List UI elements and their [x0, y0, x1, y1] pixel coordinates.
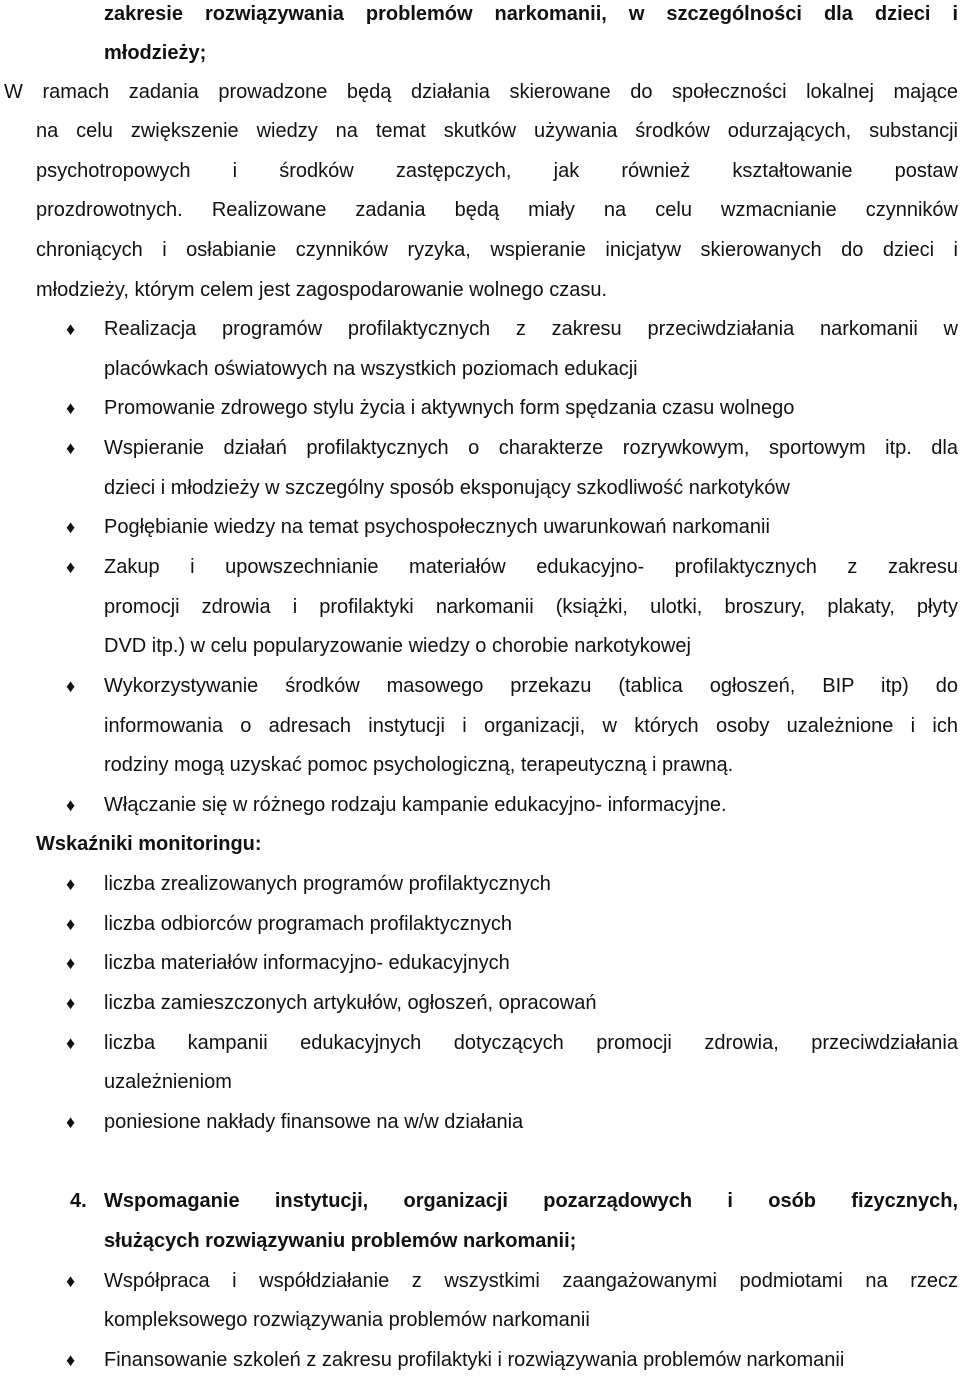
list-item-line: liczba zamieszczonych artykułów, ogłoszeń, opracowań: [104, 992, 597, 1014]
list-item-line: DVD itp.) w celu popularyzowanie wiedzy o chorobie narkotykowej: [104, 635, 691, 657]
paragraph-line: prozdrowotnych. Realizowane zadania będą miały na celu wzmacnianie czynników: [36, 199, 958, 221]
bullet-icon: ♦: [66, 1350, 76, 1370]
list-item-line: liczba kampanii edukacyjnych dotyczących promocji zdrowia, przeciwdziałania: [104, 1032, 958, 1054]
list-item-line: rodziny mogą uzyskać pomoc psychologiczną, terapeutyczną i prawną.: [104, 754, 734, 776]
section-heading-line: Wspomaganie instytucji, organizacji pozarządowych i osób fizycznych,: [104, 1190, 958, 1212]
bullet-icon: ♦: [66, 1112, 76, 1132]
bullet-icon: ♦: [66, 438, 76, 458]
list-item-line: Zakup i upowszechnianie materiałów edukacyjno- profilaktycznych z zakresu: [104, 556, 958, 578]
bullet-icon: ♦: [66, 953, 76, 973]
paragraph-line: młodzieży, którym celem jest zagospodarowanie wolnego czasu.: [36, 279, 608, 301]
bullet-icon: ♦: [66, 795, 76, 815]
bullet-icon: ♦: [66, 398, 76, 418]
list-item-line: uzależnieniom: [104, 1071, 232, 1093]
paragraph-line: chroniących i osłabianie czynników ryzyka, wspieranie inicjatyw skierowanych do dzieci i: [36, 239, 958, 261]
paragraph-line: W ramach zadania prowadzone będą działania skierowane do społeczności lokalnej mające: [4, 81, 958, 103]
section-heading-line: służących rozwiązywaniu problemów narkomanii;: [104, 1230, 577, 1252]
bullet-icon: ♦: [66, 319, 76, 339]
list-item-line: placówkach oświatowych na wszystkich poziomach edukacji: [104, 358, 638, 380]
list-item-line: promocji zdrowia i profilaktyki narkomanii (książki, ulotki, broszury, plakaty, płyty: [104, 596, 958, 618]
indicators-heading: Wskaźniki monitoringu:: [36, 833, 262, 855]
list-item-line: liczba materiałów informacyjno- edukacyjnych: [104, 952, 510, 974]
bullet-icon: ♦: [66, 517, 76, 537]
list-item-line: Finansowanie szkoleń z zakresu profilaktyki i rozwiązywania problemów narkomanii: [104, 1349, 845, 1371]
bullet-icon: ♦: [66, 993, 76, 1013]
paragraph-line: psychotropowych i środków zastępczych, jak również kształtowanie postaw: [36, 160, 958, 182]
paragraph-line: na celu zwiększenie wiedzy na temat skutków używania środków odurzających, substancji: [36, 120, 958, 142]
bullet-icon: ♦: [66, 1033, 76, 1053]
list-item-line: Współpraca i współdziałanie z wszystkimi zaangażowanymi podmiotami na rzecz: [104, 1270, 958, 1292]
bullet-icon: ♦: [66, 676, 76, 696]
bullet-icon: ♦: [66, 1271, 76, 1291]
list-item-line: liczba odbiorców programach profilaktycznych: [104, 913, 512, 935]
list-item-line: Promowanie zdrowego stylu życia i aktywnych form spędzania czasu wolnego: [104, 397, 795, 419]
list-item-line: Włączanie się w różnego rodzaju kampanie edukacyjno- informacyjne.: [104, 794, 727, 816]
list-item-line: liczba zrealizowanych programów profilaktycznych: [104, 873, 551, 895]
bullet-icon: ♦: [66, 914, 76, 934]
bullet-icon: ♦: [66, 874, 76, 894]
section-number: 4.: [70, 1190, 87, 1212]
list-item-line: dzieci i młodzieży w szczególny sposób eksponujący szkodliwość narkotyków: [104, 477, 790, 499]
bullet-icon: ♦: [66, 557, 76, 577]
section-heading-line: zakresie rozwiązywania problemów narkomanii, w szczególności dla dzieci i: [104, 3, 958, 25]
list-item-line: poniesione nakłady finansowe na w/w działania: [104, 1111, 524, 1133]
list-item-line: kompleksowego rozwiązywania problemów narkomanii: [104, 1309, 590, 1331]
list-item-line: informowania o adresach instytucji i organizacji, w których osoby uzależnione i ich: [104, 715, 958, 737]
section-heading-line: młodzieży;: [104, 42, 207, 64]
list-item-line: Wykorzystywanie środków masowego przekazu (tablica ogłoszeń, BIP itp) do: [104, 675, 958, 697]
list-item-line: Wspieranie działań profilaktycznych o charakterze rozrywkowym, sportowym itp. dla: [104, 437, 958, 459]
list-item-line: Realizacja programów profilaktycznych z zakresu przeciwdziałania narkomanii w: [104, 318, 958, 340]
list-item-line: Pogłębianie wiedzy na temat psychospołecznych uwarunkowań narkomanii: [104, 516, 770, 538]
